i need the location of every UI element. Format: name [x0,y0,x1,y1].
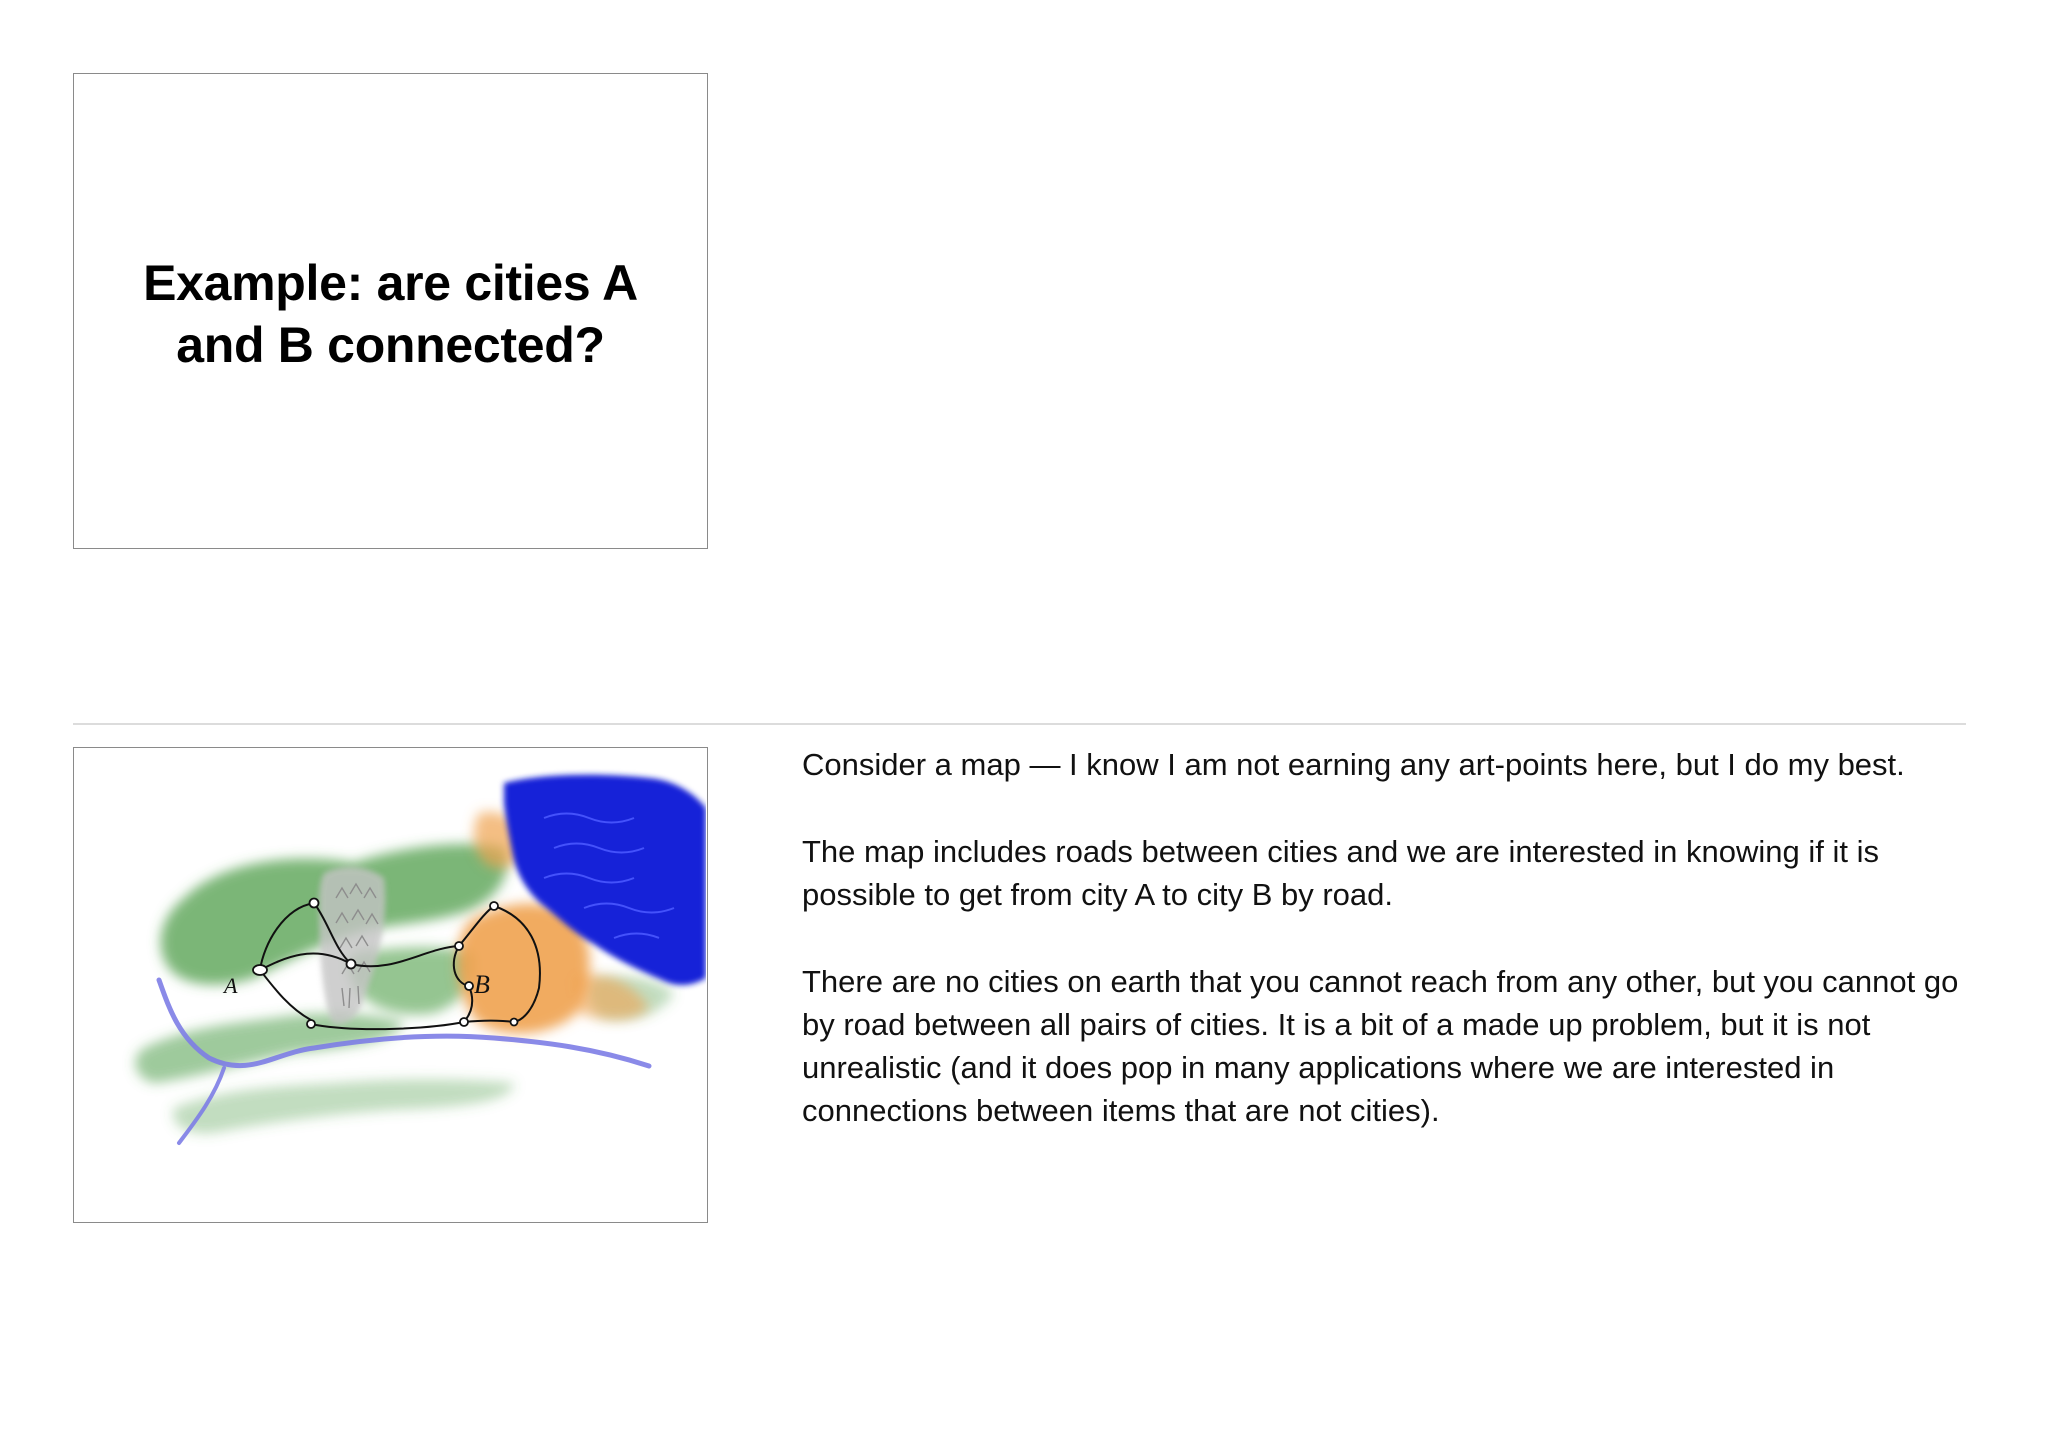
city-a-label: A [224,973,238,998]
speaker-notes [802,743,1982,1176]
slide-thumbnail-map[interactable] [73,747,708,1223]
city-b-label: B [474,970,490,999]
notes-paragraph: There are no cities on earth that you cannot reach from any other, but you cannot go by road between all pairs of cities. It is a bit of a made up problem, but it is not unrealistic (and it does pop in many applications where we are interested in connections between items that are not cities). [802,964,1959,1128]
slide-thumbnail-title[interactable] [73,73,708,549]
notes-paragraph: The map includes roads between cities and we are interested in knowing if it is possible to get from city A to city B by road. [802,834,1879,912]
slide-title-line-1: Example: are cities A [143,255,638,311]
hand-drawn-map [74,748,706,1221]
slide-title-line-2: and B connected? [176,317,605,373]
notes-paragraph: Consider a map — I know I am not earning any art-points here, but I do my best. [802,747,1905,782]
slide-divider [73,723,1966,725]
slide-title [74,252,707,376]
